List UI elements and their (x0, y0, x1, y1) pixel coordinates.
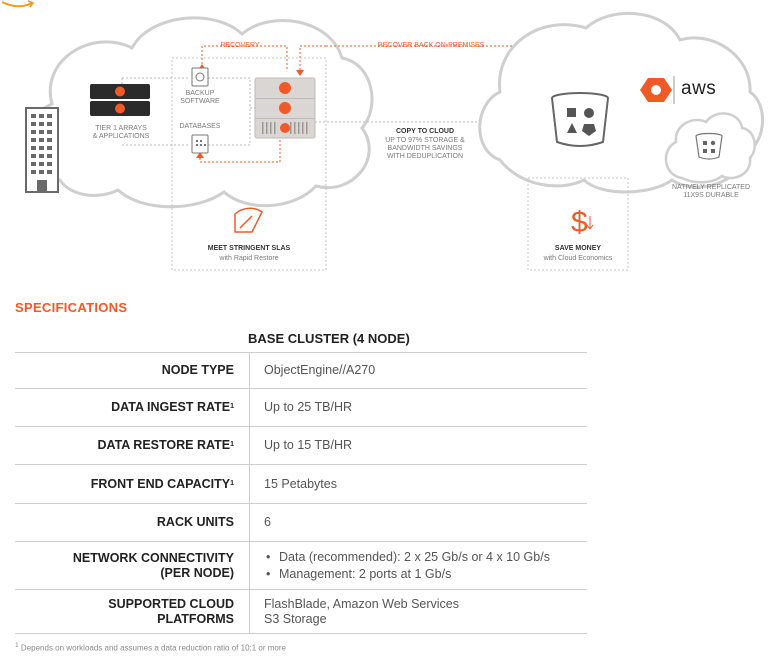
recovery-label: RECOVERY (220, 42, 260, 49)
row-value: Up to 25 TB/HR (250, 389, 588, 427)
bullet-list (264, 549, 587, 583)
save-money-title: SAVE MONEY (554, 245, 602, 252)
architecture-diagram (0, 0, 768, 280)
row-value: ObjectEngine//A270 (250, 353, 588, 389)
recover-back-label: RECOVER BACK ON-PREMISES (377, 42, 485, 49)
row-key: RACK UNITS (15, 504, 250, 542)
gauge-icon (235, 208, 262, 232)
column-header: BASE CLUSTER (4 NODE) (248, 331, 410, 346)
aws-smile-icon (0, 0, 36, 10)
row-value: FlashBlade, Amazon Web Services S3 Storage (250, 590, 588, 634)
backup-software-icon (192, 68, 208, 86)
row-key: DATA INGEST RATE$^1$ (15, 389, 250, 427)
table-row (15, 465, 587, 504)
list-item: • Management: 2 ports at 1 Gb/s (264, 566, 587, 583)
tier1-label: TIER 1 ARRAYS & APPLICATIONS (92, 125, 150, 140)
list-item: • Data (recommended): 2 x 25 Gb/s or 4 x 10 Gb/s (264, 549, 587, 566)
databases-icon (192, 135, 208, 153)
table-row (15, 504, 587, 542)
footnote: $^1$ Depends on workloads and assumes a data reduction ratio of 10:1 or more (15, 642, 286, 653)
databases-label: DATABASES (179, 123, 221, 130)
table-row (15, 590, 587, 634)
table-row (15, 389, 587, 427)
row-key: SUPPORTED CLOUD PLATFORMS (15, 590, 250, 634)
row-value: Up to 15 TB/HR (250, 427, 588, 465)
row-value: 15 Petabytes (250, 465, 588, 504)
row-value: 6 (250, 504, 588, 542)
replication-label: NATIVELY REPLICATED 11X9S DURABLE (671, 184, 751, 199)
objectengine-appliance-icon (255, 78, 315, 138)
sla-title: MEET STRINGENT SLAS (207, 245, 291, 252)
save-money-subtitle: with Cloud Economics (543, 255, 613, 262)
dollar-icon (571, 206, 593, 239)
row-key: NODE TYPE (15, 353, 250, 389)
table-row (15, 353, 587, 389)
backup-software-label: BACKUP SOFTWARE (180, 90, 220, 105)
copy-savings-label: UP TO 97% STORAGE & BANDWIDTH SAVINGS WITH DEDUPLICATION (385, 137, 465, 160)
specifications-heading: SPECIFICATIONS (15, 300, 128, 315)
aws-logo: aws (681, 78, 717, 99)
table-row (15, 542, 587, 590)
sla-subtitle: with Rapid Restore (219, 255, 279, 262)
s3-bucket-icon (552, 93, 608, 146)
svg-text:$: $ (571, 206, 588, 239)
table-row (15, 427, 587, 465)
row-key: DATA RESTORE RATE$^1$ (15, 427, 250, 465)
s3-bucket-small-icon (696, 134, 722, 160)
building-icon (26, 108, 58, 192)
row-key: FRONT END CAPACITY$^1$ (15, 465, 250, 504)
copy-to-cloud-label: COPY TO CLOUD (395, 128, 455, 135)
specifications-table (15, 352, 587, 634)
row-value (250, 542, 588, 590)
row-key: NETWORK CONNECTIVITY (PER NODE) (15, 542, 250, 590)
